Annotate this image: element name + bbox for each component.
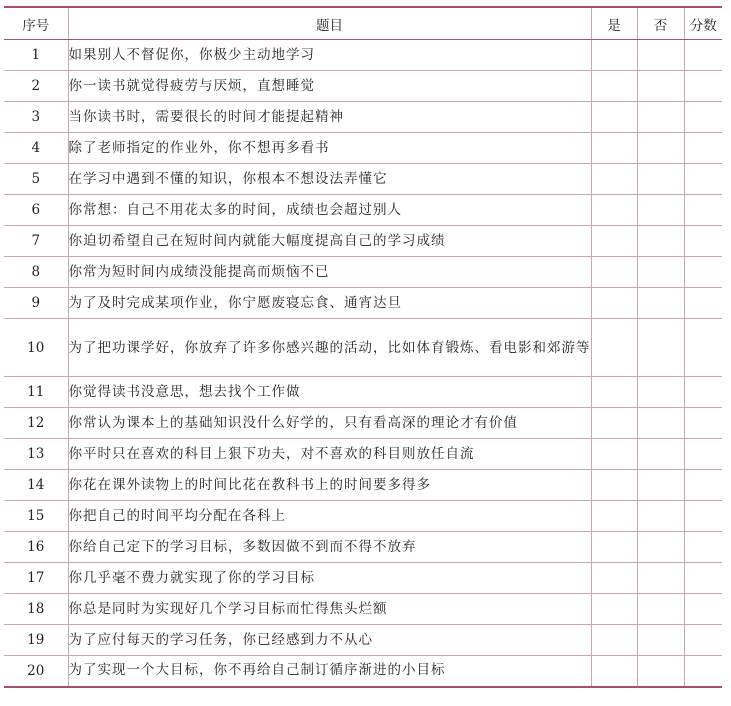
question-text: 当你读书时，需要很长的时间才能提起精神 [68, 102, 591, 133]
row-number: 17 [4, 563, 68, 594]
table-row [4, 656, 722, 687]
yes-cell[interactable] [591, 40, 637, 71]
yes-cell[interactable] [591, 226, 637, 257]
row-number: 13 [4, 439, 68, 470]
table-row [4, 195, 722, 226]
yes-cell[interactable] [591, 532, 637, 563]
row-number: 19 [4, 625, 68, 656]
score-cell[interactable] [684, 133, 722, 164]
question-text: 你几乎毫不费力就实现了你的学习目标 [68, 563, 591, 594]
score-cell[interactable] [684, 501, 722, 532]
score-cell[interactable] [684, 656, 722, 687]
score-cell[interactable] [684, 195, 722, 226]
row-number: 10 [4, 319, 68, 377]
score-cell[interactable] [684, 71, 722, 102]
row-number: 4 [4, 133, 68, 164]
row-number: 2 [4, 71, 68, 102]
header-no: 否 [637, 7, 684, 40]
row-number: 14 [4, 470, 68, 501]
no-cell[interactable] [637, 102, 684, 133]
score-cell[interactable] [684, 164, 722, 195]
row-number: 5 [4, 164, 68, 195]
yes-cell[interactable] [591, 319, 637, 377]
no-cell[interactable] [637, 226, 684, 257]
no-cell[interactable] [637, 288, 684, 319]
row-number: 9 [4, 288, 68, 319]
question-text: 为了把功课学好，你放弃了许多你感兴趣的活动，比如体育锻炼、看电影和郊游等 [68, 319, 591, 377]
no-cell[interactable] [637, 377, 684, 408]
table-header [4, 7, 722, 40]
row-number: 15 [4, 501, 68, 532]
yes-cell[interactable] [591, 71, 637, 102]
no-cell[interactable] [637, 195, 684, 226]
header-question: 题目 [68, 7, 591, 40]
yes-cell[interactable] [591, 656, 637, 687]
yes-cell[interactable] [591, 288, 637, 319]
yes-cell[interactable] [591, 408, 637, 439]
score-cell[interactable] [684, 594, 722, 625]
yes-cell[interactable] [591, 164, 637, 195]
question-text: 你花在课外读物上的时间比花在教科书上的时间要多得多 [68, 470, 591, 501]
table-row [4, 319, 722, 377]
score-cell[interactable] [684, 40, 722, 71]
yes-cell[interactable] [591, 133, 637, 164]
no-cell[interactable] [637, 164, 684, 195]
row-number: 8 [4, 257, 68, 288]
yes-cell[interactable] [591, 377, 637, 408]
row-number: 16 [4, 532, 68, 563]
row-number: 6 [4, 195, 68, 226]
no-cell[interactable] [637, 563, 684, 594]
table-row [4, 377, 722, 408]
no-cell[interactable] [637, 625, 684, 656]
no-cell[interactable] [637, 40, 684, 71]
yes-cell[interactable] [591, 470, 637, 501]
no-cell[interactable] [637, 532, 684, 563]
score-cell[interactable] [684, 377, 722, 408]
no-cell[interactable] [637, 71, 684, 102]
table-row [4, 625, 722, 656]
table-row [4, 288, 722, 319]
question-text: 你常为短时间内成绩没能提高而烦恼不已 [68, 257, 591, 288]
score-cell[interactable] [684, 563, 722, 594]
table-row [4, 501, 722, 532]
survey-table [4, 6, 722, 688]
score-cell[interactable] [684, 625, 722, 656]
yes-cell[interactable] [591, 257, 637, 288]
question-text: 你平时只在喜欢的科目上狠下功夫，对不喜欢的科目则放任自流 [68, 439, 591, 470]
no-cell[interactable] [637, 408, 684, 439]
no-cell[interactable] [637, 594, 684, 625]
yes-cell[interactable] [591, 594, 637, 625]
yes-cell[interactable] [591, 625, 637, 656]
question-text: 你觉得读书没意思，想去找个工作做 [68, 377, 591, 408]
yes-cell[interactable] [591, 439, 637, 470]
row-number: 1 [4, 40, 68, 71]
question-text: 你迫切希望自己在短时间内就能大幅度提高自己的学习成绩 [68, 226, 591, 257]
table-row [4, 102, 722, 133]
row-number: 11 [4, 377, 68, 408]
row-number: 3 [4, 102, 68, 133]
yes-cell[interactable] [591, 563, 637, 594]
question-text: 你把自己的时间平均分配在各科上 [68, 501, 591, 532]
table-row [4, 408, 722, 439]
row-number: 7 [4, 226, 68, 257]
score-cell[interactable] [684, 288, 722, 319]
question-text: 你常想：自己不用花太多的时间，成绩也会超过别人 [68, 195, 591, 226]
no-cell[interactable] [637, 257, 684, 288]
table-row [4, 470, 722, 501]
no-cell[interactable] [637, 470, 684, 501]
score-cell[interactable] [684, 319, 722, 377]
no-cell[interactable] [637, 439, 684, 470]
score-cell[interactable] [684, 470, 722, 501]
table-row [4, 257, 722, 288]
table-row [4, 563, 722, 594]
header-row [4, 7, 722, 40]
score-cell[interactable] [684, 102, 722, 133]
row-number: 18 [4, 594, 68, 625]
score-cell[interactable] [684, 439, 722, 470]
table-row [4, 133, 722, 164]
question-text: 除了老师指定的作业外，你不想再多看书 [68, 133, 591, 164]
header-score: 分数 [684, 7, 722, 40]
question-text: 如果别人不督促你，你极少主动地学习 [68, 40, 591, 71]
question-text: 在学习中遇到不懂的知识，你根本不想设法弄懂它 [68, 164, 591, 195]
table-row [4, 532, 722, 563]
header-yes: 是 [591, 7, 637, 40]
yes-cell[interactable] [591, 102, 637, 133]
question-text: 你一读书就觉得疲劳与厌烦，直想睡觉 [68, 71, 591, 102]
no-cell[interactable] [637, 133, 684, 164]
no-cell[interactable] [637, 501, 684, 532]
row-number: 20 [4, 656, 68, 687]
question-text: 为了及时完成某项作业，你宁愿废寝忘食、通宵达旦 [68, 288, 591, 319]
table-row [4, 71, 722, 102]
yes-cell[interactable] [591, 501, 637, 532]
no-cell[interactable] [637, 656, 684, 687]
table-row [4, 594, 722, 625]
score-cell[interactable] [684, 532, 722, 563]
table-body [4, 40, 722, 687]
score-cell[interactable] [684, 408, 722, 439]
table-row [4, 226, 722, 257]
question-text: 为了应付每天的学习任务，你已经感到力不从心 [68, 625, 591, 656]
question-text: 你给自己定下的学习目标，多数因做不到而不得不放弃 [68, 532, 591, 563]
row-number: 12 [4, 408, 68, 439]
no-cell[interactable] [637, 319, 684, 377]
table-row [4, 164, 722, 195]
question-text: 为了实现一个大目标，你不再给自己制订循序渐进的小目标 [68, 656, 591, 687]
yes-cell[interactable] [591, 195, 637, 226]
question-text: 你总是同时为实现好几个学习目标而忙得焦头烂额 [68, 594, 591, 625]
question-text: 你常认为课本上的基础知识没什么好学的，只有看高深的理论才有价值 [68, 408, 591, 439]
score-cell[interactable] [684, 226, 722, 257]
table-row [4, 40, 722, 71]
table-row [4, 439, 722, 470]
header-num: 序号 [4, 7, 68, 40]
score-cell[interactable] [684, 257, 722, 288]
